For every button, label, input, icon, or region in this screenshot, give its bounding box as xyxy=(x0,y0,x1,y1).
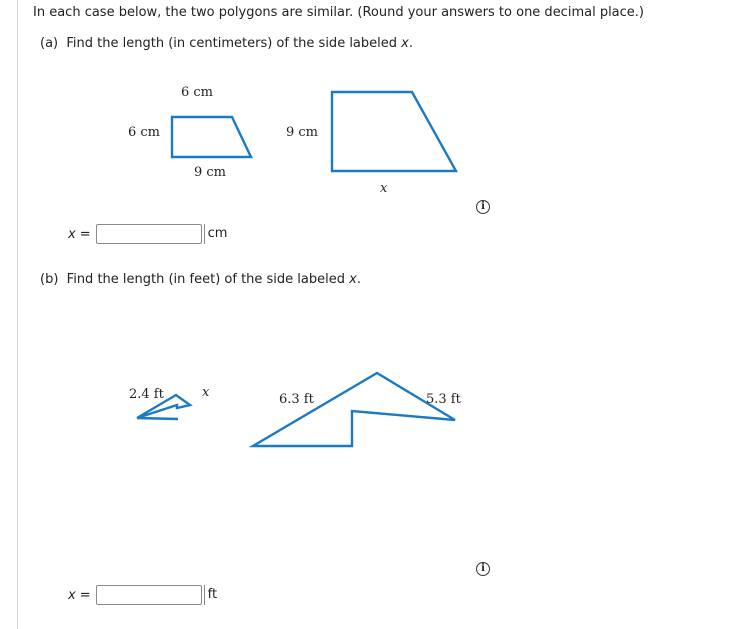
large-left-label: 9 cm xyxy=(286,125,319,140)
small-right-label: x xyxy=(202,385,210,400)
small-top-label: 6 cm xyxy=(181,85,214,100)
large-left-label: 6.3 ft xyxy=(279,392,314,407)
large-right-label: 5.3 ft xyxy=(426,392,461,407)
answer-a-equals: = xyxy=(79,226,91,242)
part-b-answer-row xyxy=(68,584,217,606)
part-b-prompt-end: . xyxy=(356,272,361,287)
answer-b-input[interactable] xyxy=(96,585,202,605)
part-b-label: (b) xyxy=(40,272,59,287)
answer-b-unit: ft xyxy=(204,585,217,605)
answer-b-variable: x xyxy=(68,587,76,603)
answer-b-equals: = xyxy=(79,587,91,603)
part-a-prompt-end: . xyxy=(408,36,413,51)
part-b-variable: x xyxy=(349,272,357,287)
small-arrow-base xyxy=(137,418,178,419)
part-a-prompt-text: Find the length (in centimeters) of the side labeled xyxy=(66,36,402,51)
part-b-prompt-text: Find the length (in feet) of the side labeled xyxy=(66,272,350,287)
small-left-label: 2.4 ft xyxy=(129,387,164,402)
info-circle-icon[interactable]: i xyxy=(476,562,490,576)
large-bottom-label: x xyxy=(380,181,388,196)
large-arrow-polygon xyxy=(253,373,455,446)
instructions: In each case below, the two polygons are similar. (Round your answers to one decimal place.) xyxy=(33,5,644,20)
answer-a-variable: x xyxy=(68,226,76,242)
info-circle-icon[interactable]: i xyxy=(476,200,490,214)
answer-a-unit: cm xyxy=(204,224,228,244)
small-bottom-label: 9 cm xyxy=(194,165,227,180)
small-left-label: 6 cm xyxy=(128,125,161,140)
part-a-variable: x xyxy=(401,36,409,51)
part-a-label: (a) xyxy=(40,36,59,51)
